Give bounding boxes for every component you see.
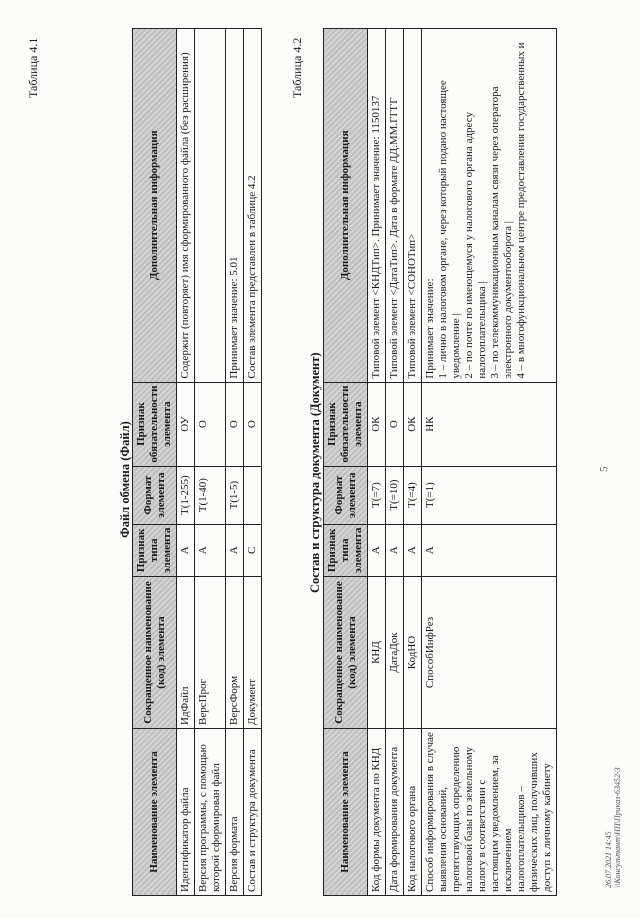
table2-cell: Типовой элемент <ДатаТип>. Дата в формате ДД.ММ.ГГГГ <box>386 29 404 383</box>
table2-cell: Код налогового органа <box>404 729 422 896</box>
table2-row <box>368 29 386 896</box>
table1-row <box>195 29 226 896</box>
table2-cell: T(=7) <box>368 466 386 524</box>
table1-cell: ВерсФорм <box>226 577 244 729</box>
table2-header-cell: Признак типа элемента <box>324 524 368 576</box>
table1 <box>132 28 262 896</box>
table2-cell: T(=1) <box>422 466 557 524</box>
table2-cell: ДатаДок <box>386 577 404 729</box>
table2-cell: А <box>422 524 557 576</box>
table1-header-row <box>133 29 177 896</box>
table1-cell: Состав и структура документа <box>244 729 262 896</box>
table2-header-cell: Признак обязательности элемента <box>324 382 368 466</box>
table2-cell: T(=4) <box>404 466 422 524</box>
table1-cell: О <box>226 382 244 466</box>
table1-caption: Таблица 4.1 <box>26 37 40 98</box>
table1-cell: А <box>195 524 226 576</box>
table1-cell: ОУ <box>177 382 195 466</box>
table2-row <box>386 29 404 896</box>
table2-cell: КодНО <box>404 577 422 729</box>
table2-cell: А <box>368 524 386 576</box>
table2-cell: Код формы документа по КНД <box>368 729 386 896</box>
table1-cell: Содержит (повторяет) имя сформированного файла (без расширения) <box>177 29 195 383</box>
table1-cell: Версия программы, с помощью которой сформирован файл <box>195 729 226 896</box>
table2-cell: КНД <box>368 577 386 729</box>
table2-cell: Принимает значение: 1 – лично в налоговом органе, через который подано настоящее уведомление | 2 – по почте по имеющемуся у налогового органа адресу налогоплательщика | 3 – по телекоммуникационным каналам связи через оператора электронного документооборота | 4 – в многофункциональном центре предоставления государственных и <box>422 29 557 383</box>
table1-cell: Идентификатор файла <box>177 729 195 896</box>
table1-cell: Принимает значение: 5.01 <box>226 29 244 383</box>
table2-row <box>422 29 557 896</box>
table1-row <box>244 29 262 896</box>
table2-cell: А <box>386 524 404 576</box>
page-number: 5 <box>598 466 610 472</box>
table1-cell: С <box>244 524 262 576</box>
footer-stamp <box>604 767 622 888</box>
footer-timestamp: 26.07.2021 14:45 <box>604 831 613 888</box>
table2-header-cell: Дополнительная информация <box>324 29 368 383</box>
table2-cell: Типовой элемент <КНДТип>. Принимает значение: 1150137 <box>368 29 386 383</box>
footer-path: \\Консультант\НП\Приказ-63452-3 <box>613 767 622 888</box>
table1-row <box>177 29 195 896</box>
table1-cell: T(1-255) <box>177 466 195 524</box>
table2-header-cell: Сокращенное наименование (код) элемента <box>324 577 368 729</box>
table1-cell <box>244 466 262 524</box>
table2-cell: Дата формирования документа <box>386 729 404 896</box>
table1-cell: Версия формата <box>226 729 244 896</box>
table2-header-cell: Наименование элемента <box>324 729 368 896</box>
table1-header-cell: Дополнительная информация <box>133 29 177 383</box>
table2-cell: О <box>386 382 404 466</box>
table1-row <box>226 29 244 896</box>
table2-cell: ОК <box>368 382 386 466</box>
table1-cell: Документ <box>244 577 262 729</box>
table2-header-cell: Формат элемента <box>324 466 368 524</box>
table1-header-cell: Признак обязательности элемента <box>133 382 177 466</box>
table1-cell: T(1-5) <box>226 466 244 524</box>
table2-title: Состав и структура документа (Документ) <box>308 352 322 593</box>
table1-cell: О <box>195 382 226 466</box>
table1-cell: Состав элемента представлен в таблице 4.2 <box>244 29 262 383</box>
table1-header-cell: Наименование элемента <box>133 729 177 896</box>
table2-caption: Таблица 4.2 <box>290 37 304 98</box>
table2-cell: Способ информирования в случае выявления оснований, препятствующих определению налоговой базы по земельному налогу в соответствии с настоящим уведомлением, за исключением налогоплательщиков – физических лиц, получивших доступ к личному кабинету <box>422 729 557 896</box>
table1-header-cell: Сокращенное наименование (код) элемента <box>133 577 177 729</box>
table2-cell: СпособИнфРез <box>422 577 557 729</box>
table2 <box>323 28 557 896</box>
table1-cell: ВерсПрог <box>195 577 226 729</box>
table2-cell: Типовой элемент <СОНОТип> <box>404 29 422 383</box>
table2-cell: НК <box>422 382 557 466</box>
table2-cell: А <box>404 524 422 576</box>
table2-header-row <box>324 29 368 896</box>
table1-header-cell: Признак типа элемента <box>133 524 177 576</box>
table2-cell: ОК <box>404 382 422 466</box>
table1-cell: А <box>226 524 244 576</box>
table1-cell: А <box>177 524 195 576</box>
table1-cell: ИдФайл <box>177 577 195 729</box>
table2-cell: T(=10) <box>386 466 404 524</box>
table2-row <box>404 29 422 896</box>
table1-title: Файл обмена (Файл) <box>118 421 132 538</box>
table1-cell: О <box>244 382 262 466</box>
table1-cell <box>195 29 226 383</box>
table1-cell: T(1-40) <box>195 466 226 524</box>
table1-header-cell: Формат элемента <box>133 466 177 524</box>
